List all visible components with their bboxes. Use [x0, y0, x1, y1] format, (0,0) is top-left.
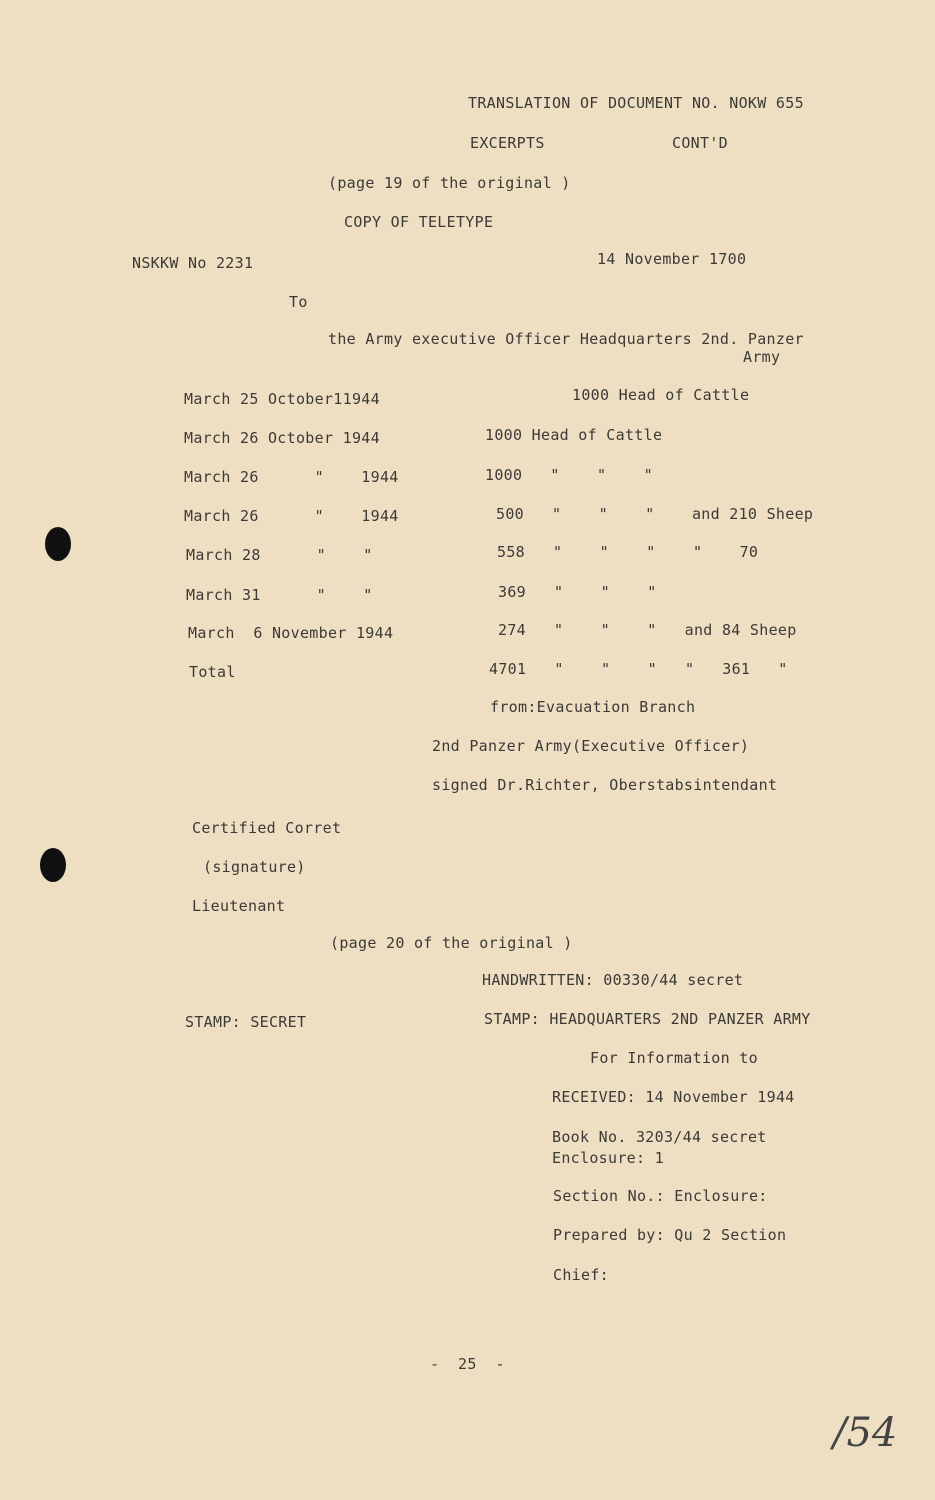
shipment-date: March 31 " ": [186, 586, 373, 604]
book-number: Book No. 3203/44 secret: [552, 1128, 767, 1146]
chief-line: Chief:: [553, 1266, 609, 1284]
total-label: Total: [189, 663, 236, 681]
shipment-detail: 1000 Head of Cattle: [485, 426, 663, 444]
stamp-secret: STAMP: SECRET: [185, 1013, 307, 1031]
shipment-date: March 26 " 1944: [184, 507, 399, 525]
punch-hole-bottom: [40, 848, 66, 882]
enclosure-line: Enclosure: 1: [552, 1149, 664, 1167]
teletype-number: NSKKW No 2231: [132, 254, 254, 272]
to-label: To: [289, 293, 308, 311]
recipient-line-2: Army: [743, 348, 781, 366]
shipment-detail: 500 " " " and 210 Sheep: [496, 505, 814, 523]
certified-line: Certified Corret: [192, 819, 342, 837]
shipment-date: March 28 " ": [186, 546, 373, 564]
page-number: - 25 -: [430, 1355, 505, 1373]
handwritten-line: HANDWRITTEN: 00330/44 secret: [482, 971, 744, 989]
from-line: from:Evacuation Branch: [490, 698, 696, 716]
sender-unit: 2nd Panzer Army(Executive Officer): [432, 737, 750, 755]
translation-title: TRANSLATION OF DOCUMENT NO. NOKW 655: [468, 94, 804, 112]
signature-line: (signature): [203, 858, 306, 876]
shipment-date: March 26 October 1944: [184, 429, 380, 447]
received-line: RECEIVED: 14 November 1944: [552, 1088, 795, 1106]
shipment-date: March 25 October11944: [184, 390, 380, 408]
punch-hole-top: [45, 527, 71, 561]
shipment-detail: 1000 Head of Cattle: [572, 386, 750, 404]
copy-of-teletype: COPY OF TELETYPE: [344, 213, 494, 231]
shipment-date: March 26 " 1944: [184, 468, 399, 486]
shipment-detail: 1000 " " ": [485, 466, 653, 484]
shipment-detail: 369 " " ": [498, 583, 657, 601]
excerpts-label: EXCERPTS: [470, 134, 545, 152]
contd-label: CONT'D: [672, 134, 728, 152]
signed-line: signed Dr.Richter, Oberstabsintendant: [432, 776, 778, 794]
teletype-date: 14 November 1700: [597, 250, 747, 268]
section-number: Section No.: Enclosure:: [553, 1187, 768, 1205]
shipment-detail: 558 " " " " 70: [497, 543, 759, 561]
page-note-19: (page 19 of the original ): [328, 174, 571, 192]
prepared-by: Prepared by: Qu 2 Section: [553, 1226, 787, 1244]
stamp-headquarters: STAMP: HEADQUARTERS 2ND PANZER ARMY: [484, 1010, 811, 1028]
page-note-20: (page 20 of the original ): [330, 934, 573, 952]
handwritten-folio: /54: [833, 1410, 898, 1456]
total-detail: 4701 " " " " 361 ": [489, 660, 788, 678]
shipment-date: March 6 November 1944: [188, 624, 394, 642]
for-information: For Information to: [590, 1049, 758, 1067]
shipment-detail: 274 " " " and 84 Sheep: [498, 621, 797, 639]
rank-line: Lieutenant: [192, 897, 286, 915]
recipient-line-1: the Army executive Officer Headquarters 2nd. Panzer: [328, 330, 804, 348]
